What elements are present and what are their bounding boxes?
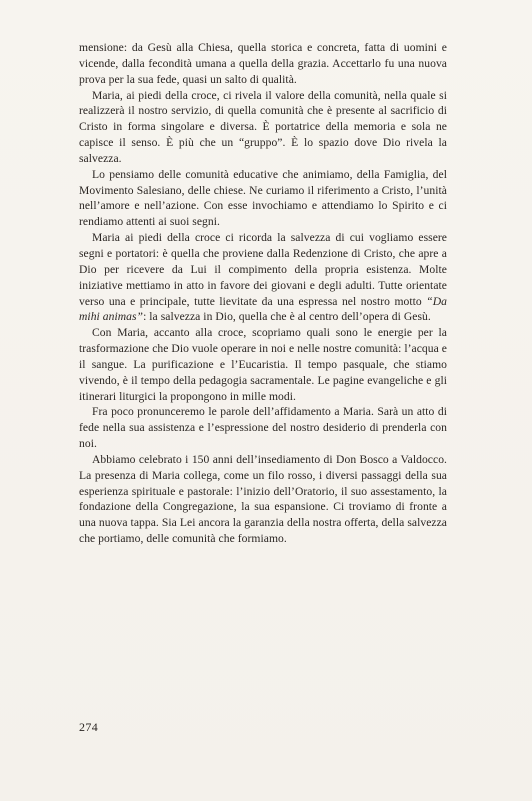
paragraph-4	[79, 230, 447, 325]
paragraph-text: Maria ai piedi della croce ci ricorda la salvezza di cui vogliamo essere segni e portatori: è quella che proviene dalla Redenzione di Cristo, che apre a Dio per ricevere da Lui il compimento della propria esistenza. Molte iniziative mettiamo in atto in favore dei giovani e degli adulti. Tutte orientate verso una e principale, tutte lievitate da una espressa nel nostro motto	[79, 231, 447, 308]
page-number: 274	[79, 720, 99, 734]
motto-italic: “Da mihi animas”	[79, 294, 447, 324]
body-text	[79, 40, 447, 547]
paragraph-5	[79, 325, 447, 404]
paragraph-text: Fra poco pronunceremo le parole dell’affidamento a Maria. Sarà un atto di fede nella sua assistenza e l’espressione del nostro desiderio di prenderla con noi.	[79, 405, 447, 451]
paragraph-text: Maria, ai piedi della croce, ci rivela il valore della comunità, nella quale si realizzerà il nostro servizio, di quella comunità che è presente al sacrificio di Cristo in forma singolare e diversa. È portatrice della memoria e sola ne capisce il senso. È più che un “gruppo”. È lo spazio dove Dio rivela la salvezza.	[79, 88, 447, 165]
paragraph-3	[79, 167, 447, 230]
paragraph-1	[79, 40, 447, 88]
paragraph-text: : la salvezza in Dio, quella che è al centro dell’opera di Gesù.	[143, 310, 431, 324]
paragraph-text: Abbiamo celebrato i 150 anni dell’insediamento di Don Bosco a Valdocco. La presenza di Maria collega, come un filo rosso, i diversi passaggi della sua esperienza spirituale e pastorale: l’inizio dell’Oratorio, il suo assestamento, la fondazione della Congregazione, la sua espansione. Ci troviamo di fronte a una nuova tappa. Sia Lei ancora la garanzia della nostra offerta, della salvezza che portiamo, delle comunità che formiamo.	[79, 452, 447, 546]
paragraph-7	[79, 452, 447, 547]
paragraph-text: mensione: da Gesù alla Chiesa, quella storica e concreta, fatta di uomini e vicende, dalla fecondità umana a quella della grazia. Accettarlo fu una nuova prova per la sua fede, quasi un salto di qualità.	[79, 41, 447, 86]
paragraph-text: Lo pensiamo delle comunità educative che animiamo, della Famiglia, del Movimento Salesiano, delle chiese. Ne curiamo il riferimento a Cristo, l’unità nell’amore e nell’azione. Con esse invochiamo e attendiamo lo Spirito e ci rendiamo attenti ai suoi segni.	[79, 167, 447, 229]
paragraph-2	[79, 88, 447, 167]
paragraph-text: Con Maria, accanto alla croce, scopriamo quali sono le energie per la trasformazione che Dio vuole operare in noi e nelle nostre comunità: l’acqua e il sangue. La purificazione e l’Eucaristia. Il tempo pasquale, che stiamo vivendo, è il tempo della pedagogia sacramentale. Le pagine evangeliche e gli itinerari liturgici la propongono in mille modi.	[79, 326, 447, 403]
paragraph-6	[79, 404, 447, 452]
